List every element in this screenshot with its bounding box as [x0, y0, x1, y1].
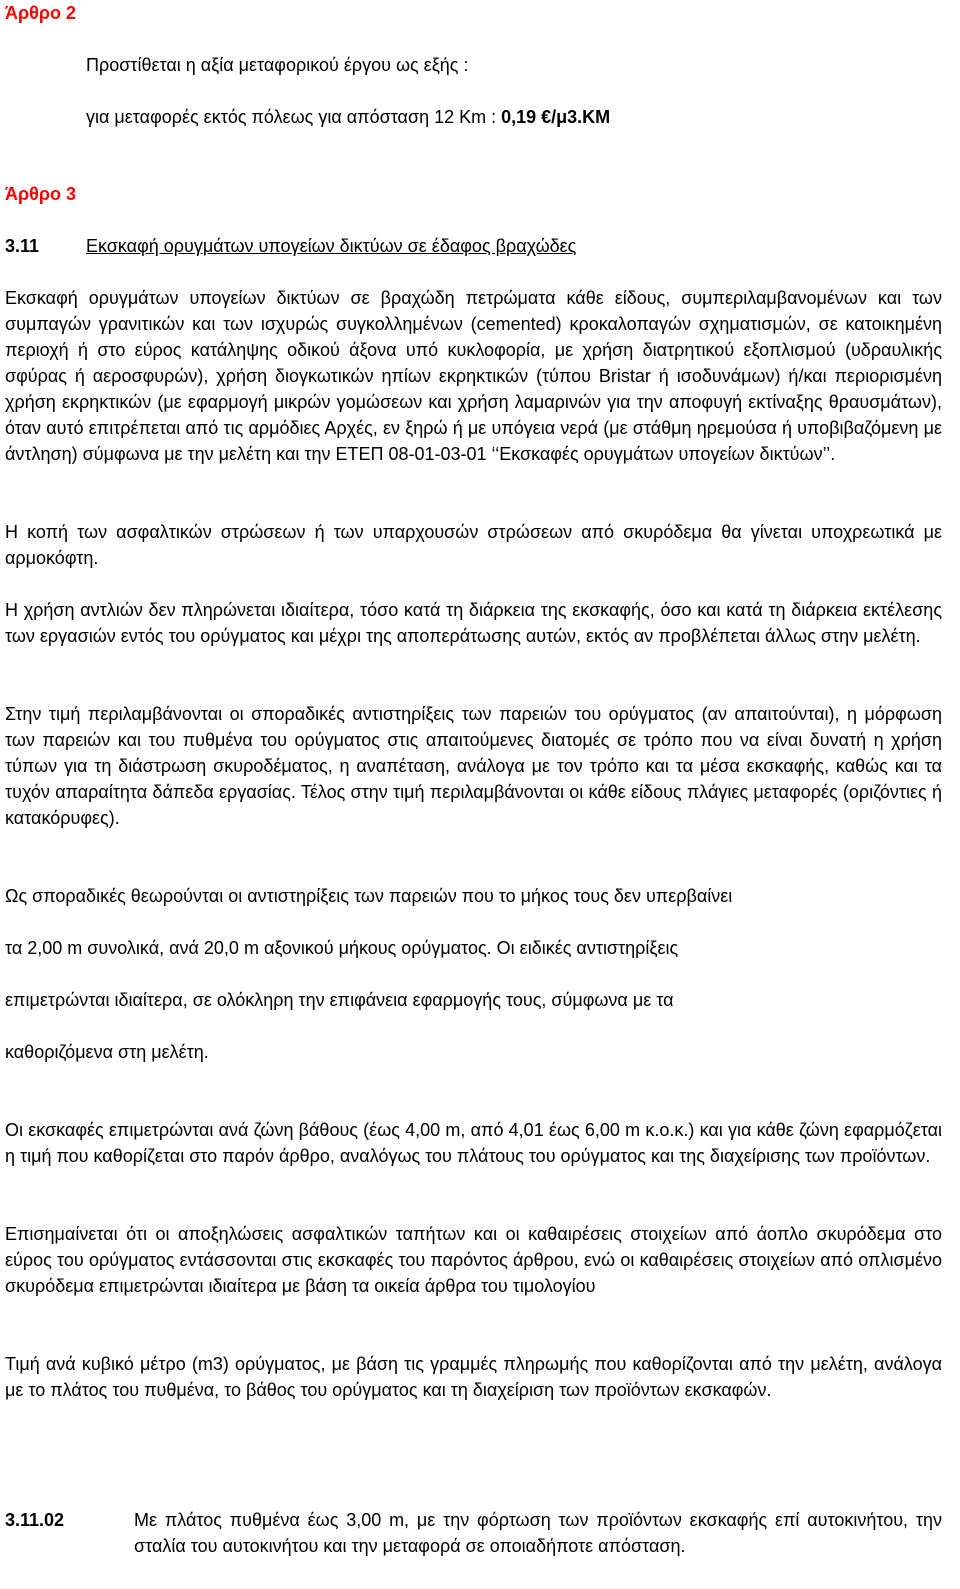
paragraph-sporadic-line-4: καθοριζόμενα στη μελέτη.	[5, 1042, 209, 1062]
paragraph-unit-price: Τιμή ανά κυβικό μέτρο (m3) ορύγματος, με βάση τις γραμμές πληρωμής που καθορίζονται από την μελέτη, ανάλογα με το πλάτος του πυθμένα, το βάθος του ορύγματος και τη διαχείριση των προϊόντων εκσκαφών.	[5, 1354, 942, 1400]
article-2-intro: Προστίθεται η αξία μεταφορικού έργου ως εξής :	[86, 55, 469, 75]
subitem-text: Με πλάτος πυθμένα έως 3,00 m, με την φόρτωση των προϊόντων εκσκαφής επί αυτοκινήτου, την σταλία του αυτοκινήτου και την μεταφορά σε οποιαδήποτε απόσταση.	[134, 1510, 942, 1556]
transport-line	[86, 104, 942, 130]
paragraph-demolitions: Επισημαίνεται ότι οι αποξηλώσεις ασφαλτικών ταπήτων και οι καθαιρέσεις στοιχείων από άοπλο σκυρόδεμα στο εύρος του ορύγματος εντάσσονται στις εκσκαφές του παρόντος άρθρου, ενώ οι καθαιρέσεις στοιχείων από οπλισμένο σκυρόδεμα επιμετρώνται ιδιαίτερα με βάση τα οικεία άρθρα του τιμολογίου	[5, 1224, 942, 1296]
paragraph-pumps: Η χρήση αντλιών δεν πληρώνεται ιδιαίτερα, τόσο κατά τη διάρκεια της εκσκαφής, όσο και κατά τη διάρκεια εκτέλεσης των εργασιών εντός του ορύγματος και μέχρι της αποπεράτωσης αυτών, εκτός αν προβλέπεται άλλως στην μελέτη.	[5, 600, 942, 646]
paragraph-excavation-description: Εκσκαφή ορυγμάτων υπογείων δικτύων σε βραχώδη πετρώματα κάθε είδους, συμπεριλαμβανομένων και των συμπαγών γρανιτικών και των ισχυρώς συγκολλημένων (cemented) κροκαλοπαγών σχηματισμών, σε κατοικημένη περιοχή ή στο εύρος κατάληψης οδικού άξονα υπό κυκλοφορία, με χρήση διατρητικού εξοπλισμού (υδραυλικής σφύρας ή αεροσφυρών), χρήση διογκωτικών ηπίων εκρηκτικών (τύπου Bristar ή ισοδυνάμων) ή/και περιορισμένη χρήση εκρηκτικών (με εφαρμογή μικρών γομώσεων και χρήση λαμαρινών για την αποφυγή εκτίναξης θραυσμάτων), όταν αυτό επιτρέπεται από τις αρμόδιες Αρχές, εν ξηρώ ή με υπόγεια νερά (με στάθμη ηρεμούσα ή υποβιβαζόμενη με άντληση) σύμφωνα με την μελέτη και την ΕΤΕΠ 08-01-03-01 ‘‘Εκσκαφές ορυγμάτων υπογείων δικτύων’’.	[5, 288, 942, 464]
transport-value: 0,19 €/μ3.ΚΜ	[501, 107, 611, 127]
paragraph-sporadic-line-3: επιμετρώνται ιδιαίτερα, σε ολόκληρη την επιφάνεια εφαρμογής τους, σύμφωνα με τα	[5, 990, 674, 1010]
transport-text: για μεταφορές εκτός πόλεως για απόσταση 12 Km :	[86, 107, 502, 127]
paragraph-sporadic-line-2: τα 2,00 m συνολικά, ανά 20,0 m αξονικού μήκους ορύγματος. Οι ειδικές αντιστηρίξεις	[5, 938, 679, 958]
item-number: 3.11	[5, 236, 40, 256]
paragraph-price-includes: Στην τιμή περιλαμβάνονται οι σποραδικές αντιστηρίξεις των παρειών του ορύγματος (αν απαιτούνται), η μόρφωση των παρειών και του πυθμένα του ορύγματος στις απαιτούμενες διατομές σε τρόπο που να είναι δυνατή η χρήση τύπων για τη διάστρωση σκυροδέματος, η αναπέταση, ανάλογα με τον τρόπο και τα μέσα εκσκαφής, καθώς και τα τυχόν απαραίτητα δάπεδα εργασίας. Τέλος στην τιμή περιλαμβάνονται οι κάθε είδους πλάγιες μεταφορές (οριζόντιες ή κατακόρυφες).	[5, 704, 942, 828]
paragraph-sporadic-line-1: Ως σποραδικές θεωρούνται οι αντιστηρίξεις των παρειών που το μήκος τους δεν υπερβαίνει	[5, 886, 733, 906]
article-3-heading: Άρθρο 3	[5, 184, 77, 204]
subitem-number: 3.11.02	[5, 1510, 65, 1530]
article-2-heading: Άρθρο 2	[5, 3, 77, 23]
item-title: Εκσκαφή ορυγμάτων υπογείων δικτύων σε έδαφος βραχώδες	[86, 236, 577, 256]
item-heading	[5, 233, 942, 259]
paragraph-asphalt-cutting: Η κοπή των ασφαλτικών στρώσεων ή των υπαρχουσών στρώσεων από σκυρόδεμα θα γίνεται υποχρεωτικά με αρμοκόφτη.	[5, 522, 942, 568]
paragraph-depth-zones: Οι εκσκαφές επιμετρώνται ανά ζώνη βάθους (έως 4,00 m, από 4,01 έως 6,00 m κ.ο.κ.) και για κάθε ζώνη εφαρμόζεται η τιμή που καθορίζεται στο παρόν άρθρο, αναλόγως του πλάτους του ορύγματος και της διαχείρισης των προϊόντων.	[5, 1120, 942, 1166]
